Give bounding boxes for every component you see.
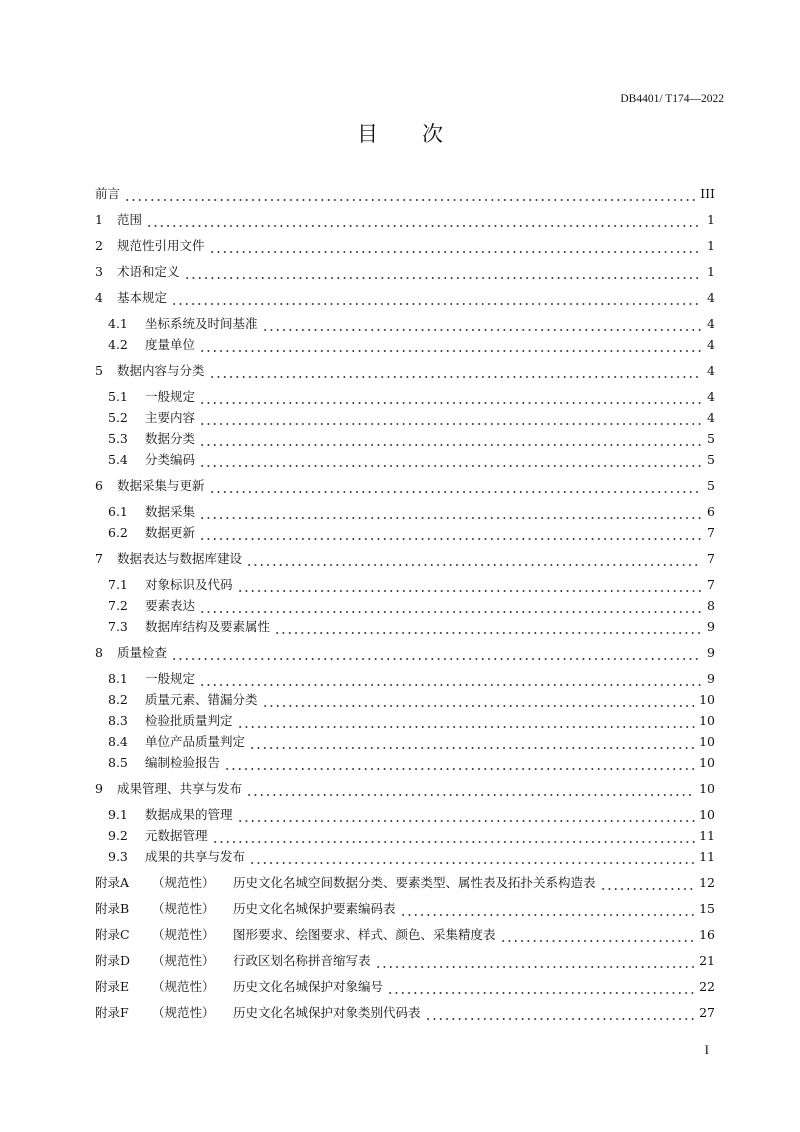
toc-entry[interactable] (95, 407, 715, 428)
toc-entry-title: 数据采集与更新 (117, 478, 205, 493)
dot-leader (500, 924, 696, 945)
toc-entry-number: 附录D (95, 953, 131, 968)
toc-entry[interactable] (95, 574, 715, 595)
toc-entry-kind: （规范性） (152, 1005, 215, 1020)
toc-entry-number: 7.3 (108, 619, 128, 634)
dot-leader (274, 616, 701, 637)
toc-entry-number: 5.4 (108, 452, 128, 467)
dot-leader (375, 950, 696, 971)
toc-entry[interactable] (95, 668, 715, 689)
toc-entry-title: 数据成果的管理 (145, 807, 233, 822)
toc-entry[interactable] (95, 804, 715, 825)
dot-leader (262, 689, 696, 710)
toc-entry-title: 历史文化名城保护要素编码表 (233, 901, 396, 916)
dot-leader (199, 386, 701, 407)
toc-entry-number: 3 (95, 264, 103, 279)
dot-leader (209, 235, 701, 256)
toc-entry-page: 1 (707, 238, 715, 253)
toc-entry-number: 5 (95, 363, 103, 378)
toc-entry-title: 术语和定义 (117, 264, 180, 279)
dot-leader (199, 668, 701, 689)
table-of-contents (95, 183, 715, 1023)
toc-entry-page: 10 (699, 755, 715, 770)
toc-entry-page: 4 (707, 316, 715, 331)
toc-entry-title: 数据表达与数据库建设 (117, 551, 243, 566)
toc-entry[interactable] (95, 235, 715, 256)
toc-entry-number: 5.1 (108, 389, 128, 404)
toc-entry-title: 成果管理、共享与发布 (117, 781, 243, 796)
toc-entry-page: 7 (707, 577, 715, 592)
page-title: 目次 (357, 122, 487, 146)
toc-entry-title: 检验批质量判定 (145, 713, 233, 728)
toc-entry-title: 一般规定 (145, 389, 196, 404)
toc-entry-title: 数据分类 (145, 431, 196, 446)
toc-entry[interactable] (95, 261, 715, 282)
toc-entry-number: 8.2 (108, 692, 128, 707)
toc-entry-title: 历史文化名城空间数据分类、要素类型、属性表及拓扑关系构造表 (233, 875, 596, 890)
toc-entry[interactable] (95, 778, 715, 799)
dot-leader (249, 846, 695, 867)
toc-entry-number: 附录F (95, 1005, 129, 1020)
toc-entry-number: 7.1 (108, 577, 128, 592)
dot-leader (171, 642, 701, 663)
dot-leader (246, 548, 701, 569)
toc-entry-title: 数据库结构及要素属性 (145, 619, 271, 634)
toc-entry-page: 10 (699, 692, 715, 707)
dot-leader (249, 731, 695, 752)
toc-entry[interactable] (95, 752, 715, 773)
toc-entry-page: 4 (707, 337, 715, 352)
toc-entry-page: 4 (707, 290, 715, 305)
toc-entry[interactable] (95, 872, 715, 893)
toc-entry[interactable] (95, 449, 715, 470)
toc-entry-title: 数据更新 (145, 525, 196, 540)
toc-entry-page: 6 (707, 504, 715, 519)
toc-entry-title: 编制检验报告 (145, 755, 221, 770)
toc-entry-page: 16 (699, 927, 715, 942)
toc-entry-number: 7.2 (108, 598, 128, 613)
toc-entry-number: 6 (95, 478, 103, 493)
toc-entry[interactable] (95, 642, 715, 663)
toc-entry-number: 6.1 (108, 504, 128, 519)
toc-entry-number: 4.2 (108, 337, 128, 352)
toc-entry-title: 成果的共享与发布 (145, 849, 246, 864)
page-folio: I (704, 1042, 709, 1057)
dot-leader (600, 872, 696, 893)
document-number: DB4401/ T174—2022 (620, 93, 724, 105)
toc-entry-title: 质量检查 (117, 645, 168, 660)
toc-entry-number: 附录B (95, 901, 130, 916)
dot-leader (146, 209, 701, 230)
toc-entry-title: 要素表达 (145, 598, 196, 613)
toc-entry-page: III (700, 186, 715, 201)
dot-leader (199, 522, 701, 543)
toc-entry-number: 附录A (95, 875, 130, 890)
toc-entry-number: 8.4 (108, 734, 128, 749)
toc-entry[interactable] (95, 924, 715, 945)
toc-entry-page: 11 (699, 828, 715, 843)
toc-entry[interactable] (95, 501, 715, 522)
toc-entry-title: 范围 (117, 212, 143, 227)
dot-leader (171, 287, 701, 308)
toc-entry-number: 附录C (95, 927, 130, 942)
toc-entry[interactable] (95, 846, 715, 867)
dot-leader (199, 595, 701, 616)
toc-entry-title: 单位产品质量判定 (145, 734, 246, 749)
toc-entry-title: 元数据管理 (145, 828, 208, 843)
toc-entry-page: 21 (699, 953, 715, 968)
toc-entry-title: 质量元素、错漏分类 (145, 692, 258, 707)
toc-entry-number: 8.1 (108, 671, 128, 686)
toc-entry-title: 度量单位 (145, 337, 196, 352)
dot-leader (209, 360, 701, 381)
dot-leader (199, 428, 701, 449)
toc-entry-page: 1 (707, 212, 715, 227)
dot-leader (262, 313, 701, 334)
toc-entry-page: 10 (699, 781, 715, 796)
toc-entry[interactable] (95, 950, 715, 971)
dot-leader (184, 261, 701, 282)
toc-entry[interactable] (95, 898, 715, 919)
toc-entry-number: 9 (95, 781, 103, 796)
dot-leader (237, 574, 701, 595)
toc-entry-title: 前言 (95, 186, 121, 201)
toc-entry[interactable] (95, 428, 715, 449)
dot-leader (237, 710, 696, 731)
toc-entry-number: 1 (95, 212, 103, 227)
toc-entry-page: 27 (699, 1005, 715, 1020)
dot-leader (124, 183, 696, 204)
toc-entry-title: 历史文化名城保护对象编号 (233, 979, 384, 994)
dot-leader (387, 976, 695, 997)
toc-entry[interactable] (95, 313, 715, 334)
toc-entry-title: 数据内容与分类 (117, 363, 205, 378)
toc-entry[interactable] (95, 689, 715, 710)
toc-entry[interactable] (95, 386, 715, 407)
toc-entry-page: 4 (707, 410, 715, 425)
toc-entry-kind: （规范性） (152, 953, 215, 968)
toc-entry-page: 1 (707, 264, 715, 279)
toc-entry[interactable] (95, 710, 715, 731)
toc-entry-page: 4 (707, 389, 715, 404)
toc-entry-title: 对象标识及代码 (145, 577, 233, 592)
toc-entry-number: 8.3 (108, 713, 128, 728)
toc-entry[interactable] (95, 360, 715, 381)
toc-entry-page: 9 (707, 619, 715, 634)
toc-entry-page: 12 (699, 875, 715, 890)
toc-entry-number: 5.2 (108, 410, 128, 425)
toc-entry-page: 4 (707, 363, 715, 378)
toc-entry-title: 一般规定 (145, 671, 196, 686)
toc-entry-page: 22 (699, 979, 715, 994)
dot-leader (199, 407, 701, 428)
toc-entry-page: 5 (707, 431, 715, 446)
toc-entry-page: 5 (707, 452, 715, 467)
toc-entry-number: 9.3 (108, 849, 128, 864)
toc-entry-number: 8 (95, 645, 103, 660)
dot-leader (246, 778, 695, 799)
toc-entry-page: 7 (707, 525, 715, 540)
toc-entry-number: 6.2 (108, 525, 128, 540)
toc-entry-page: 15 (699, 901, 715, 916)
toc-entry-number: 2 (95, 238, 103, 253)
toc-entry-title: 基本规定 (117, 290, 168, 305)
dot-leader (199, 501, 701, 522)
toc-entry[interactable] (95, 334, 715, 355)
toc-entry[interactable] (95, 475, 715, 496)
dot-leader (209, 475, 701, 496)
toc-entry-kind: （规范性） (152, 979, 215, 994)
toc-entry[interactable] (95, 976, 715, 997)
toc-entry[interactable] (95, 548, 715, 569)
toc-entry-title: 行政区划名称拼音缩写表 (233, 953, 371, 968)
toc-entry-page: 9 (707, 645, 715, 660)
toc-entry-title: 数据采集 (145, 504, 196, 519)
dot-leader (199, 449, 701, 470)
toc-entry-page: 9 (707, 671, 715, 686)
dot-leader (425, 1002, 696, 1023)
toc-entry[interactable] (95, 209, 715, 230)
toc-entry-number: 9.1 (108, 807, 128, 822)
toc-entry[interactable] (95, 825, 715, 846)
toc-entry[interactable] (95, 183, 715, 204)
toc-entry-page: 10 (699, 734, 715, 749)
toc-entry-kind: （规范性） (152, 875, 215, 890)
toc-entry[interactable] (95, 731, 715, 752)
toc-entry-number: 8.5 (108, 755, 128, 770)
dot-leader (212, 825, 696, 846)
dot-leader (237, 804, 696, 825)
toc-entry-title: 坐标系统及时间基准 (145, 316, 258, 331)
toc-entry[interactable] (95, 595, 715, 616)
toc-entry-kind: （规范性） (152, 927, 215, 942)
toc-entry[interactable] (95, 616, 715, 637)
toc-entry-number: 9.2 (108, 828, 128, 843)
toc-entry[interactable] (95, 287, 715, 308)
toc-entry-number: 4 (95, 290, 103, 305)
toc-entry-number: 7 (95, 551, 103, 566)
toc-entry-number: 5.3 (108, 431, 128, 446)
toc-entry-number: 4.1 (108, 316, 128, 331)
toc-entry-page: 5 (707, 478, 715, 493)
toc-entry-number: 附录E (95, 979, 130, 994)
toc-entry-title: 历史文化名城保护对象类别代码表 (233, 1005, 421, 1020)
dot-leader (199, 334, 701, 355)
toc-entry-page: 10 (699, 713, 715, 728)
toc-entry-title: 图形要求、绘图要求、样式、颜色、采集精度表 (233, 927, 496, 942)
toc-entry-page: 8 (707, 598, 715, 613)
dot-leader (400, 898, 696, 919)
toc-entry-page: 11 (699, 849, 715, 864)
toc-entry[interactable] (95, 1002, 715, 1023)
toc-entry-page: 10 (699, 807, 715, 822)
toc-entry-title: 分类编码 (145, 452, 196, 467)
toc-entry-title: 主要内容 (145, 410, 196, 425)
toc-entry-page: 7 (707, 551, 715, 566)
toc-entry-title: 规范性引用文件 (117, 238, 205, 253)
toc-entry-kind: （规范性） (152, 901, 215, 916)
toc-entry[interactable] (95, 522, 715, 543)
dot-leader (224, 752, 695, 773)
